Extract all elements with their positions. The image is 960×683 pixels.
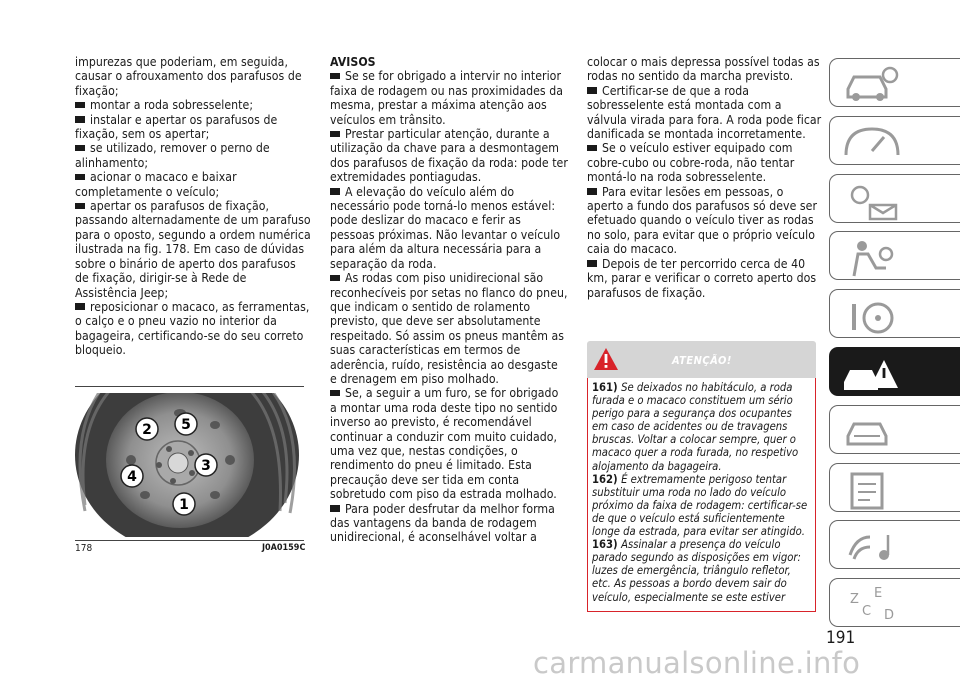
warning-item-text: É extremamente perigoso tentar substituir uma roda no lado do veículo próximo da faixa de rodagem: certificar-se de que o veículo está suficientemente longe da estrada, para evitar ser atingido.	[592, 472, 808, 539]
svg-text:D: D	[884, 608, 895, 624]
instrument-panel-icon	[840, 121, 904, 163]
figure-bottom-rule	[75, 540, 304, 541]
chapter-tab[interactable]	[829, 463, 960, 512]
paragraph: impurezas que poderiam, em seguida, causar o afrouxamento dos parafusos de fixação;	[75, 55, 302, 98]
text-column-middle	[330, 55, 568, 545]
chapter-tab[interactable]	[829, 58, 960, 107]
warning-item-text: Assinalar a presença do veículo parado segundo as disposições em vigor: luzes de emergência, triângulo refletor, etc. As pessoas a bordo devem sair do veículo, especialmente se este estiver	[592, 538, 801, 604]
paragraph: Se se for obrigado a intervir no interior faixa de rodagem ou nas proximidades da mesma, prestar a máxima atenção aos veículos em trânsito.	[330, 69, 568, 127]
paragraph: se utilizado, remover o perno de alinhamento;	[75, 141, 311, 170]
warning-lights-icon	[840, 179, 904, 221]
watermark: carmanualsonline.info	[533, 646, 861, 680]
warning-header	[587, 341, 816, 378]
wheel-bolt-order-figure	[75, 393, 304, 537]
multimedia-icon	[840, 525, 904, 567]
paragraph: Prestar particular atenção, durante a utilização da chave para a desmontagem dos parafusos de fixação da roda: pode ter extremidades pontiagudas.	[330, 127, 568, 185]
text-column-right	[587, 55, 822, 300]
paragraph: colocar o mais depressa possível todas as rodas no sentido da marcha previsto.	[587, 55, 820, 84]
chapter-tab[interactable]	[829, 289, 960, 338]
page-number: 191	[826, 628, 856, 648]
warning-item-number: 163)	[592, 538, 622, 552]
chapter-tab[interactable]	[829, 174, 960, 223]
paragraph: Para evitar lesões em pessoas, o aperto a fundo dos parafusos só deve ser efetuado quando o veículo tiver as rodas no solo, para evitar que o próprio veículo caia do macaco.	[587, 185, 822, 257]
paragraph: Se o veículo estiver equipado com cobre-cubo ou cobre-roda, não tentar montá-lo na roda sobresselente.	[587, 141, 822, 184]
section-heading: AVISOS	[330, 55, 376, 69]
warning-title: ATENÇÃO!	[672, 354, 732, 367]
paragraph: A elevação do veículo além do necessário pode torná-lo menos estável: pode deslizar do macaco e ferir as pessoas próximas. Não levantar o veículo para além da altura necessária para a separação da roda.	[330, 185, 568, 271]
paragraph: As rodas com piso unidirecional são reconhecíveis por setas no flanco do pneu, que indicam o sentido de rolamento previsto, que deve ser absolutamente respeitado. Só assim os pneus mantêm as suas características em termos de aderência, ruído, resistência ao desgaste e drenagem em piso molhado.	[330, 271, 568, 386]
chapter-tab[interactable]	[829, 116, 960, 165]
chapter-tab[interactable]	[829, 231, 960, 280]
svg-text:E: E	[874, 586, 883, 602]
warning-item	[592, 538, 811, 603]
warnings-list	[330, 69, 568, 544]
callout-1: 1	[179, 497, 189, 513]
callout-5: 5	[181, 417, 191, 433]
warning-item	[592, 381, 811, 473]
maintenance-icon	[840, 410, 904, 452]
svg-text:C: C	[862, 604, 872, 620]
callout-2: 2	[142, 422, 152, 438]
warning-item-number: 161)	[592, 381, 622, 394]
warning-item-number: 162)	[592, 472, 622, 486]
starting-driving-icon	[840, 294, 904, 336]
figure-code: J0A0159C	[262, 543, 306, 553]
warning-item	[592, 473, 811, 538]
safety-airbag-icon	[840, 236, 904, 278]
emergency-icon	[840, 352, 904, 394]
chapter-tab[interactable]	[829, 578, 960, 627]
technical-data-icon	[840, 468, 904, 510]
paragraph: acionar o macaco e baixar completamente o veículo;	[75, 170, 311, 199]
paragraph: instalar e apertar os parafusos de fixação, sem os apertar;	[75, 113, 311, 142]
danger-triangle-icon	[593, 347, 619, 371]
callout-3: 3	[201, 458, 211, 474]
paragraph: Para poder desfrutar da melhor forma das vantagens da banda de rodagem unidirecional, é aconselhável voltar a	[330, 502, 568, 545]
paragraph: montar a roda sobresselente;	[75, 98, 311, 112]
figure-number: 178	[75, 543, 93, 554]
chapter-tab[interactable]	[829, 520, 960, 569]
warning-box	[587, 341, 816, 612]
text-column-left	[75, 55, 311, 358]
paragraph: Se, a seguir a um furo, se for obrigado a montar uma roda deste tipo no sentido inverso ao previsto, é recomendável continuar a conduzir com muito cuidado, uma vez que, nestas condições, o rendimento do pneu é limitado. Esta precaução deve ser tida em conta sobretudo com piso da estrada molhado.	[330, 386, 568, 501]
index-icon	[840, 583, 904, 625]
warning-item-text: Se deixados no habitáculo, a roda furada e o macaco constituem um sério perigo para a segurança dos ocupantes em caso de acidentes ou de travagens bruscas. Voltar a colocar sempre, quer o macaco quer a roda furada, no respetivo alojamento da bagageira.	[592, 381, 799, 473]
svg-text:Z: Z	[850, 592, 859, 608]
warning-body	[587, 378, 816, 612]
chapter-tab[interactable]	[829, 347, 960, 396]
paragraph: Certificar-se de que a roda sobresselente está montada com a válvula virada para fora. A roda pode ficar danificada se montada incorretamente.	[587, 83, 822, 142]
figure-top-rule	[75, 386, 304, 387]
paragraph: reposicionar o macaco, as ferramentas, o calço e o pneu vazio no interior da bagageira, certificando-se do seu correto bloqueio.	[75, 299, 310, 358]
paragraph: Depois de ter percorrido cerca de 40 km, parar e verificar o correto aperto dos parafusos de fixação.	[587, 257, 822, 300]
callout-4: 4	[127, 469, 137, 485]
paragraph: apertar os parafusos de fixação, passando alternadamente de um parafuso para o oposto, segundo a ordem numérica ilustrada na fig. 178. Em caso de dúvidas sobre o binário de aperto dos parafusos de fixação, dirigir-se à Rede de Assistência Jeep;	[75, 199, 311, 300]
car-info-icon	[840, 63, 904, 105]
chapter-tab[interactable]	[829, 405, 960, 454]
